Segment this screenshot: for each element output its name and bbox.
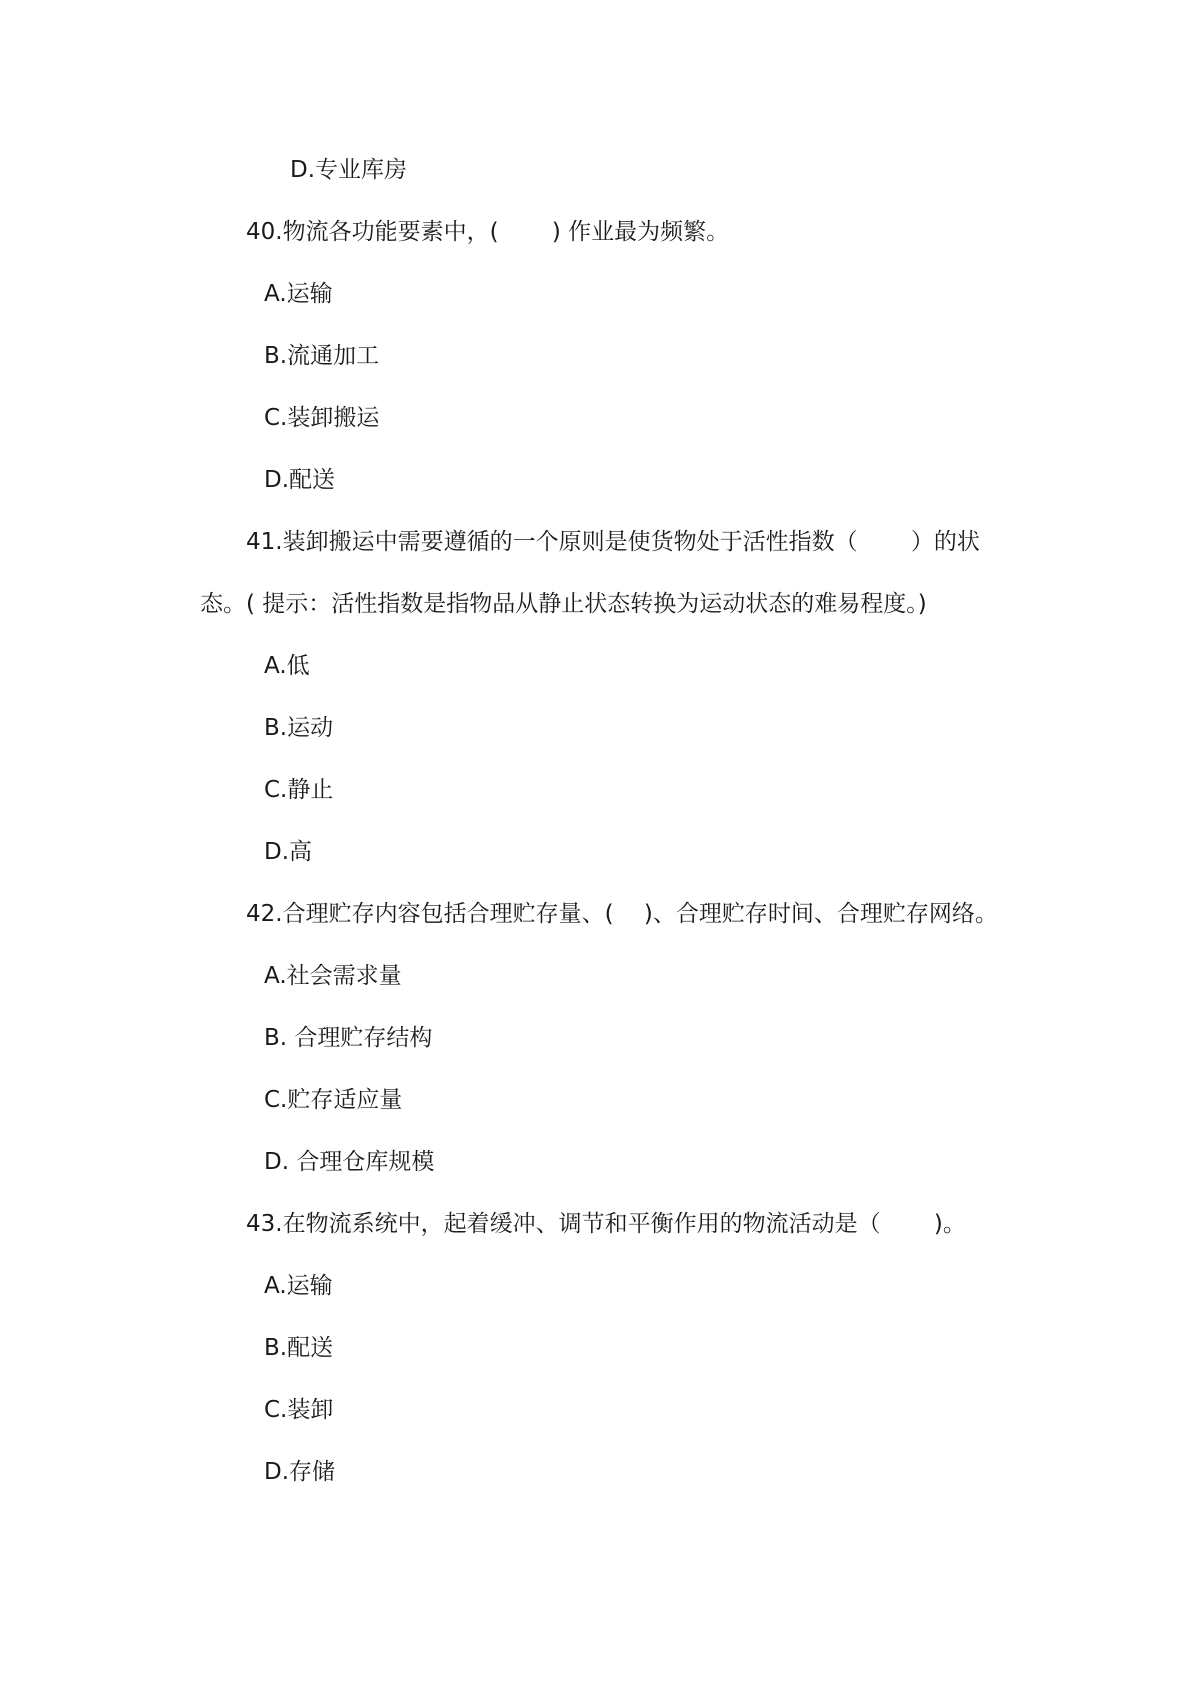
option-40-a: A.运输 xyxy=(264,281,333,307)
option-42-a: A.社会需求量 xyxy=(264,963,402,989)
option-40-d: D.配送 xyxy=(264,467,336,493)
question-41-continued: 态。( 提示：活性指数是指物品从静止状态转换为运动状态的难易程度。) xyxy=(200,591,927,617)
question-40: 40.物流各功能要素中，( ) 作业最为频繁。 xyxy=(246,219,730,245)
option-43-c: C.装卸 xyxy=(264,1397,334,1423)
option-41-a: A.低 xyxy=(264,653,310,679)
option-42-b: B. 合理贮存结构 xyxy=(264,1025,433,1051)
question-42: 42.合理贮存内容包括合理贮存量、( )、合理贮存时间、合理贮存网络。 xyxy=(246,901,998,927)
question-41: 41.装卸搬运中需要遵循的一个原则是使货物处于活性指数（ ）的状 xyxy=(246,529,980,555)
option-40-c: C.装卸搬运 xyxy=(264,405,380,431)
option-42-c: C.贮存适应量 xyxy=(264,1087,403,1113)
question-43: 43.在物流系统中，起着缓冲、调节和平衡作用的物流活动是（ )。 xyxy=(246,1211,966,1237)
option-43-b: B.配送 xyxy=(264,1335,334,1361)
option-41-c: C.静止 xyxy=(264,777,334,803)
option-43-a: A.运输 xyxy=(264,1273,333,1299)
option-41-d: D.高 xyxy=(264,839,313,865)
option-43-d: D.存储 xyxy=(264,1459,336,1485)
option-d-prev: D.专业库房 xyxy=(290,157,408,183)
option-41-b: B.运动 xyxy=(264,715,334,741)
option-40-b: B.流通加工 xyxy=(264,343,380,369)
option-42-d: D. 合理仓库规模 xyxy=(264,1149,435,1175)
